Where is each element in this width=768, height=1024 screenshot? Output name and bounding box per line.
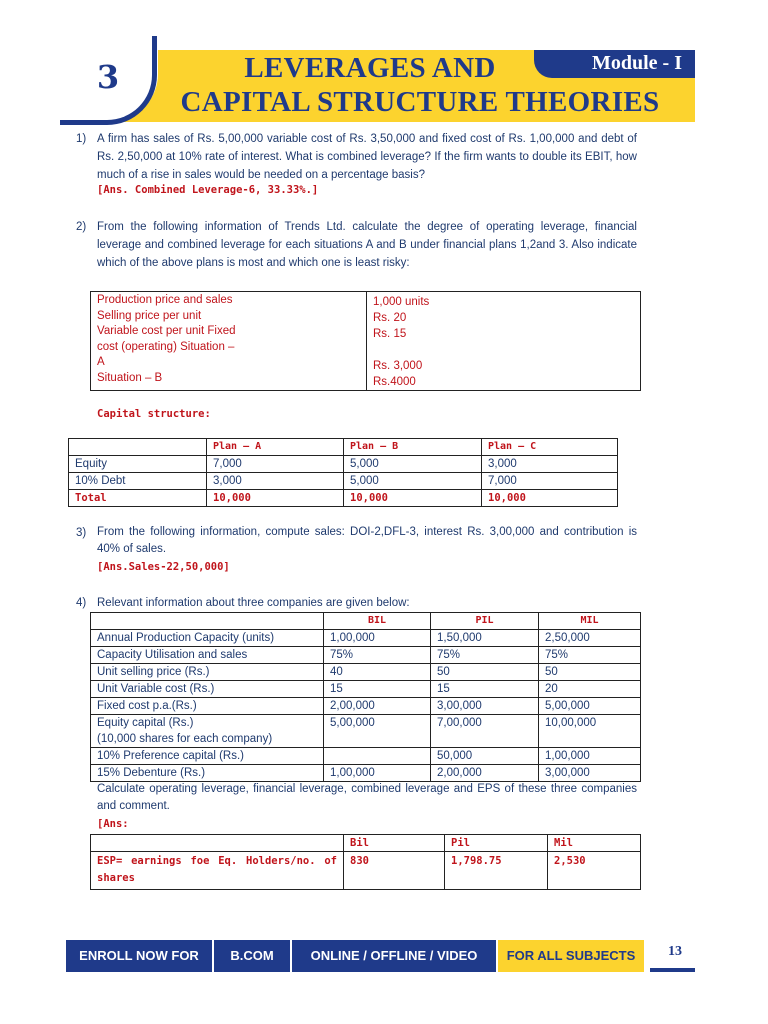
table-cell: 15 xyxy=(431,681,539,698)
table-cell: 3,000 xyxy=(482,456,618,473)
enroll-banner[interactable]: ENROLL NOW FOR xyxy=(66,940,212,972)
table-cell: 3,000 xyxy=(207,473,344,490)
info-label: A xyxy=(97,356,105,368)
table-cell: 40 xyxy=(324,664,431,681)
table-cell: 1,798.75 xyxy=(445,852,548,890)
table-row xyxy=(91,835,641,852)
capital-structure-label: Capital structure: xyxy=(97,408,211,420)
q1-text: A firm has sales of Rs. 5,00,000 variable cost of Rs. 3,50,000 and fixed cost of Rs. 1,00,000 and debt of Rs. 2,50,000 at 10% rate of interest. What is combined leverage? If the firm wants to double its EBIT, how much of a rise in sales would be needed on a percentage basis? xyxy=(97,133,637,181)
table-cell xyxy=(69,439,207,456)
table-cell: Total xyxy=(69,490,207,507)
table-cell: Annual Production Capacity (units) xyxy=(91,630,324,647)
table-cell: 2,530 xyxy=(548,852,641,890)
table-cell: 2,50,000 xyxy=(539,630,641,647)
q4-answer-label: [Ans: xyxy=(97,818,129,830)
table-row xyxy=(91,630,641,647)
eps-answer-table xyxy=(90,834,641,890)
table-cell: 1,00,000 xyxy=(324,630,431,647)
table-cell: Unit Variable cost (Rs.) xyxy=(91,681,324,698)
table-header: Plan – A xyxy=(207,439,344,456)
table-cell: Fixed cost p.a.(Rs.) xyxy=(91,698,324,715)
companies-table xyxy=(90,612,641,782)
chapter-number: 3 xyxy=(96,58,120,96)
q3-number: 3) xyxy=(76,527,87,539)
table-cell: 75% xyxy=(431,647,539,664)
table-cell: 7,000 xyxy=(482,473,618,490)
table-row xyxy=(91,664,641,681)
q1-number: 1) xyxy=(76,133,87,145)
info-label: cost (operating) Situation – xyxy=(97,340,235,353)
table-header: Bil xyxy=(344,835,445,852)
table-cell: 10,000 xyxy=(344,490,482,507)
subjects-banner[interactable]: FOR ALL SUBJECTS xyxy=(498,940,644,972)
table-row xyxy=(69,490,618,507)
q2-info-table xyxy=(90,291,641,391)
table-cell: 5,00,000 xyxy=(324,715,431,748)
table-row xyxy=(91,698,641,715)
q4-text: Relevant information about three companies are given below: xyxy=(97,597,410,609)
table-cell: 7,00,000 xyxy=(431,715,539,748)
table-cell: 1,00,000 xyxy=(539,748,641,765)
info-label: Selling price per unit xyxy=(97,309,202,322)
table-cell: 50 xyxy=(539,664,641,681)
table-row xyxy=(69,456,618,473)
table-cell: 5,00,000 xyxy=(539,698,641,715)
q2-text: From the following information of Trends Ltd. calculate the degree of operating leverage, financial leverage and combined leverage for each situations A and B under financial plans 1,2and 3. Also indicate which of the above plans is most and which one is least risky: xyxy=(97,221,637,269)
table-cell: 2,00,000 xyxy=(324,698,431,715)
table-header: MIL xyxy=(539,613,641,630)
table-row xyxy=(91,852,641,890)
info-label: Production price and sales xyxy=(97,294,233,306)
table-cell: 5,000 xyxy=(344,473,482,490)
table-cell: 7,000 xyxy=(207,456,344,473)
info-label: Situation – B xyxy=(97,371,163,384)
info-value: 1,000 units xyxy=(373,296,430,308)
table-header: PIL xyxy=(431,613,539,630)
table-cell: Capacity Utilisation and sales xyxy=(91,647,324,664)
table-cell: 75% xyxy=(324,647,431,664)
table-cell: Unit selling price (Rs.) xyxy=(91,664,324,681)
table-row xyxy=(91,613,641,630)
q4-number: 4) xyxy=(76,597,87,609)
table-row xyxy=(91,715,641,748)
q2-info-right xyxy=(367,292,641,391)
title-line-1: LEVERAGES AND xyxy=(244,52,496,84)
table-cell: 10% Debt xyxy=(69,473,207,490)
table-header: Plan – B xyxy=(344,439,482,456)
table-row xyxy=(69,439,618,456)
table-cell xyxy=(91,715,324,748)
table-cell: 2,00,000 xyxy=(431,765,539,782)
table-cell: 5,000 xyxy=(344,456,482,473)
table-cell: 15% Debenture (Rs.) xyxy=(91,765,324,782)
table-cell: 1,50,000 xyxy=(431,630,539,647)
module-label: Module - I xyxy=(592,52,682,74)
table-cell xyxy=(91,613,324,630)
table-row xyxy=(91,681,641,698)
table-cell: 50,000 xyxy=(431,748,539,765)
q2-number: 2) xyxy=(76,221,87,233)
table-cell: 10,00,000 xyxy=(539,715,641,748)
table-cell: Equity xyxy=(69,456,207,473)
page-number: 13 xyxy=(668,944,682,959)
table-header: Pil xyxy=(445,835,548,852)
mode-banner[interactable]: ONLINE / OFFLINE / VIDEO xyxy=(292,940,496,972)
table-row xyxy=(91,748,641,765)
info-value: Rs. 20 xyxy=(373,312,407,324)
table-cell: 15 xyxy=(324,681,431,698)
q2-info-left xyxy=(91,292,367,391)
q4-after-text: Calculate operating leverage, financial leverage, combined leverage and EPS of these three companies and comment. xyxy=(97,783,637,812)
table-row xyxy=(69,473,618,490)
page-number-underline xyxy=(650,968,695,972)
table-header: BIL xyxy=(324,613,431,630)
table-cell: 3,00,000 xyxy=(539,765,641,782)
table-cell: 10% Preference capital (Rs.) xyxy=(91,748,324,765)
table-cell: 75% xyxy=(539,647,641,664)
table-cell xyxy=(324,748,431,765)
table-header: Plan – C xyxy=(482,439,618,456)
table-row xyxy=(91,647,641,664)
capital-structure-table xyxy=(68,438,618,507)
table-cell: 3,00,000 xyxy=(431,698,539,715)
table-row xyxy=(91,765,641,782)
info-spacer xyxy=(373,342,634,358)
table-cell: 1,00,000 xyxy=(324,765,431,782)
info-value: Rs. 15 xyxy=(373,328,407,340)
q1-answer: [Ans. Combined Leverage-6, 33.33%.] xyxy=(97,184,319,196)
table-cell: ESP= earnings foe Eq. Holders/no. of shares xyxy=(91,852,344,890)
table-cell: 20 xyxy=(539,681,641,698)
info-label: Variable cost per unit Fixed xyxy=(97,325,236,337)
q3-answer: [Ans.Sales-22,50,000] xyxy=(97,561,230,573)
table-cell: 10,000 xyxy=(482,490,618,507)
q3-text: From the following information, compute sales: DOI-2,DFL-3, interest Rs. 3,00,000 and contribution is 40% of sales. xyxy=(97,526,637,555)
table-cell: 830 xyxy=(344,852,445,890)
title-line-2: CAPITAL STRUCTURE THEORIES xyxy=(180,86,660,118)
course-banner[interactable]: B.COM xyxy=(214,940,290,972)
table-cell xyxy=(91,835,344,852)
cell-line: (10,000 shares for each company) xyxy=(97,733,273,745)
cell-line: Equity capital (Rs.) xyxy=(97,717,194,729)
info-value: Rs. 3,000 xyxy=(373,360,423,372)
table-cell: 10,000 xyxy=(207,490,344,507)
info-value: Rs.4000 xyxy=(373,376,416,388)
table-cell: 50 xyxy=(431,664,539,681)
table-header: Mil xyxy=(548,835,641,852)
